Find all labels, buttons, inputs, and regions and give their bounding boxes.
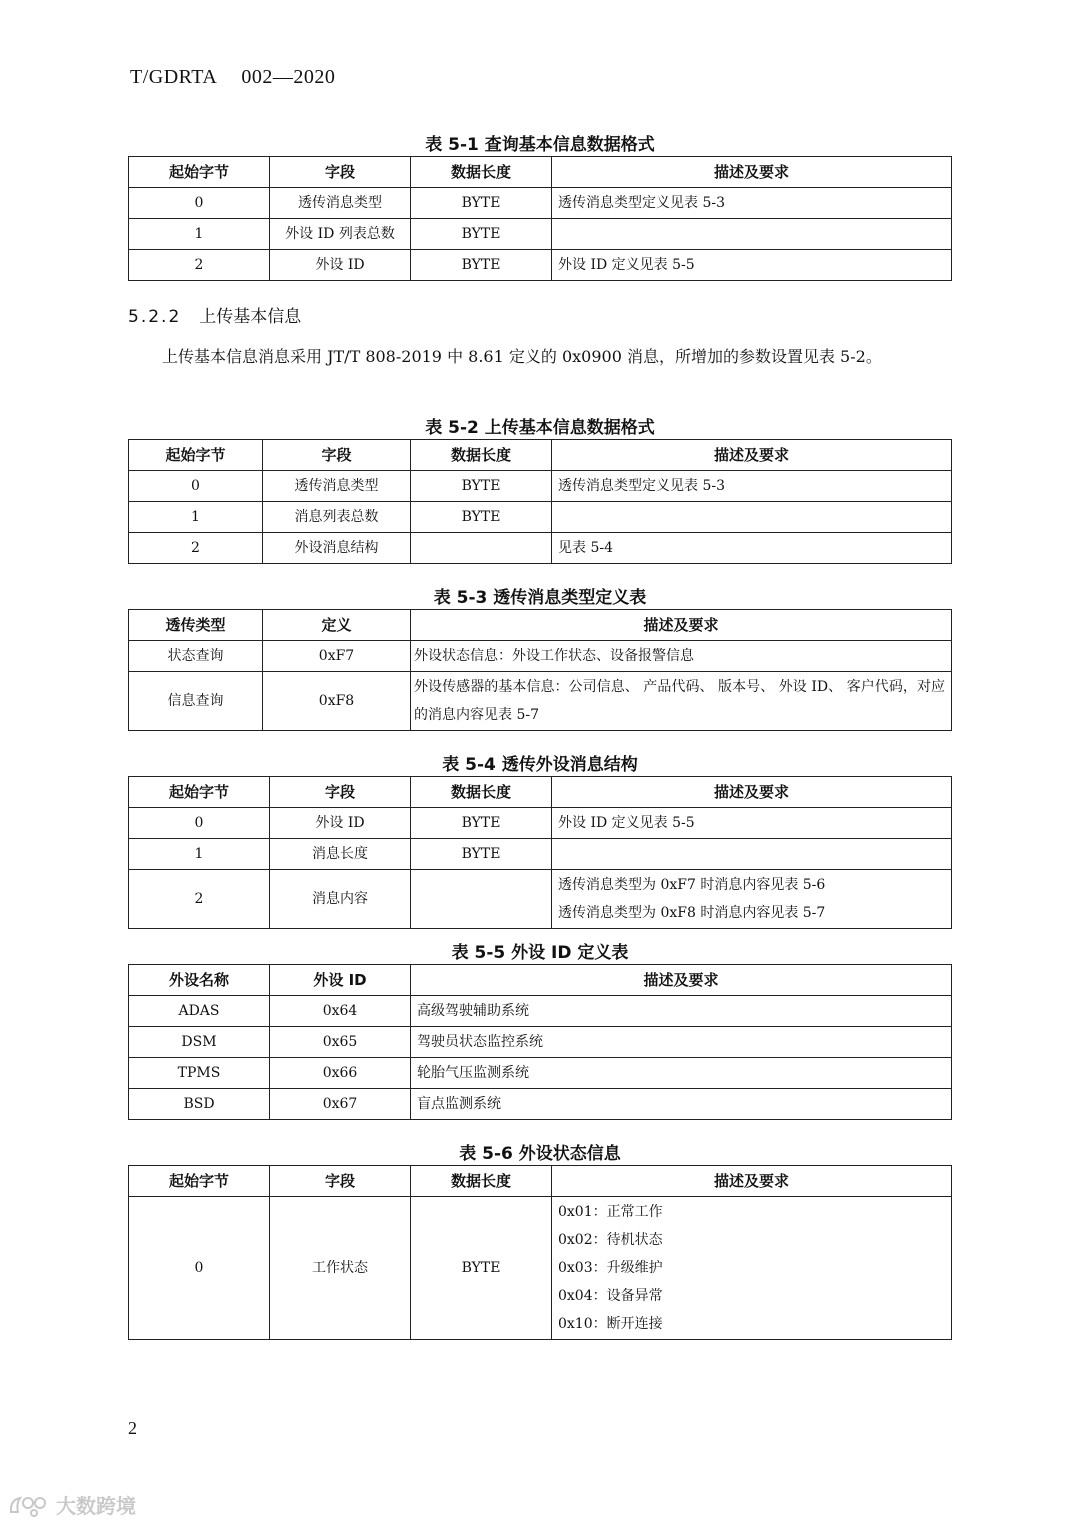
header-definition: 定义 bbox=[263, 610, 411, 641]
cell-description: 驾驶员状态监控系统 bbox=[411, 1027, 952, 1058]
cell-field: 外设 ID bbox=[270, 808, 411, 839]
table-row bbox=[129, 1197, 952, 1340]
cell-start-byte: 0 bbox=[129, 471, 263, 502]
cell-start-byte: 2 bbox=[129, 533, 263, 564]
header-description: 描述及要求 bbox=[552, 440, 952, 471]
cell-start-byte: 2 bbox=[129, 250, 270, 281]
header-start-byte: 起始字节 bbox=[129, 157, 270, 188]
table-5-6 bbox=[128, 1165, 952, 1340]
cell-data-length: BYTE bbox=[411, 188, 552, 219]
table-row bbox=[129, 870, 952, 929]
cell-pass-through-type: 信息查询 bbox=[129, 672, 263, 731]
table-5-3-caption: 表 5-3 透传消息类型定义表 bbox=[433, 588, 647, 608]
table-row bbox=[129, 839, 952, 870]
cell-description: 外设 ID 定义见表 5-5 bbox=[552, 250, 952, 281]
table-row bbox=[129, 996, 952, 1027]
header-start-byte: 起始字节 bbox=[129, 777, 270, 808]
watermark-logo-icon bbox=[8, 1492, 52, 1518]
cell-field: 消息内容 bbox=[270, 870, 411, 929]
watermark-text: 大数跨境 bbox=[56, 1494, 136, 1518]
cell-data-length: BYTE bbox=[411, 250, 552, 281]
cell-field: 消息长度 bbox=[270, 839, 411, 870]
cell-description: 外设状态信息：外设工作状态、设备报警信息 bbox=[411, 641, 952, 672]
header-field: 字段 bbox=[270, 1166, 411, 1197]
cell-description: 0x01：正常工作 0x02：待机状态 0x03：升级维护 0x04：设备异常 0x10：断开连接 bbox=[552, 1197, 952, 1340]
table-row bbox=[129, 1027, 952, 1058]
cell-data-length: BYTE bbox=[411, 1197, 552, 1340]
cell-field: 消息列表总数 bbox=[263, 502, 411, 533]
table-5-2 bbox=[128, 439, 952, 564]
cell-field: 工作状态 bbox=[270, 1197, 411, 1340]
table-5-5-caption: 表 5-5 外设 ID 定义表 bbox=[451, 943, 629, 963]
cell-start-byte: 1 bbox=[129, 219, 270, 250]
cell-data-length bbox=[411, 870, 552, 929]
cell-definition: 0xF8 bbox=[263, 672, 411, 731]
cell-peripheral-id: 0x64 bbox=[270, 996, 411, 1027]
header-field: 字段 bbox=[270, 157, 411, 188]
header-description: 描述及要求 bbox=[552, 777, 952, 808]
section-number: 5.2.2 bbox=[128, 307, 182, 327]
cell-field: 透传消息类型 bbox=[263, 471, 411, 502]
cell-description bbox=[552, 839, 952, 870]
header-data-length: 数据长度 bbox=[411, 777, 552, 808]
table-row bbox=[129, 808, 952, 839]
header-start-byte: 起始字节 bbox=[129, 440, 263, 471]
cell-data-length: BYTE bbox=[411, 219, 552, 250]
cell-description bbox=[552, 219, 952, 250]
table-5-2-caption: 表 5-2 上传基本信息数据格式 bbox=[425, 418, 655, 438]
cell-description: 透传消息类型为 0xF7 时消息内容见表 5-6 透传消息类型为 0xF8 时消息内容见表 5-7 bbox=[552, 870, 952, 929]
header-start-byte: 起始字节 bbox=[129, 1166, 270, 1197]
header-description: 描述及要求 bbox=[552, 1166, 952, 1197]
section-title: 上传基本信息 bbox=[199, 307, 302, 327]
section-paragraph: 上传基本信息消息采用 JT/T 808-2019 中 8.61 定义的 0x0900 消息，所增加的参数设置见表 5-2。 bbox=[162, 347, 882, 366]
header-data-length: 数据长度 bbox=[411, 440, 552, 471]
header-description: 描述及要求 bbox=[552, 157, 952, 188]
cell-description: 透传消息类型定义见表 5-3 bbox=[552, 471, 952, 502]
standard-code: T/GDRTA bbox=[130, 66, 218, 88]
table-header-row bbox=[129, 440, 952, 471]
header-peripheral-id: 外设 ID bbox=[270, 965, 411, 996]
cell-peripheral-name: TPMS bbox=[129, 1058, 270, 1089]
table-5-4 bbox=[128, 776, 952, 929]
header-peripheral-name: 外设名称 bbox=[129, 965, 270, 996]
cell-description: 盲点监测系统 bbox=[411, 1089, 952, 1120]
cell-peripheral-name: BSD bbox=[129, 1089, 270, 1120]
cell-description: 高级驾驶辅助系统 bbox=[411, 996, 952, 1027]
cell-field: 透传消息类型 bbox=[270, 188, 411, 219]
cell-start-byte: 1 bbox=[129, 502, 263, 533]
page-header bbox=[130, 66, 335, 89]
header-field: 字段 bbox=[263, 440, 411, 471]
cell-peripheral-name: DSM bbox=[129, 1027, 270, 1058]
header-data-length: 数据长度 bbox=[411, 157, 552, 188]
page-number: 2 bbox=[128, 1418, 137, 1438]
cell-peripheral-id: 0x66 bbox=[270, 1058, 411, 1089]
cell-data-length: BYTE bbox=[411, 502, 552, 533]
cell-field: 外设 ID bbox=[270, 250, 411, 281]
table-5-1 bbox=[128, 156, 952, 281]
table-header-row bbox=[129, 1166, 952, 1197]
table-row bbox=[129, 1058, 952, 1089]
table-5-6-caption: 表 5-6 外设状态信息 bbox=[459, 1144, 621, 1164]
cell-data-length: BYTE bbox=[411, 808, 552, 839]
header-description: 描述及要求 bbox=[411, 965, 952, 996]
cell-start-byte: 0 bbox=[129, 808, 270, 839]
cell-description: 外设 ID 定义见表 5-5 bbox=[552, 808, 952, 839]
table-5-4-caption: 表 5-4 透传外设消息结构 bbox=[442, 755, 638, 775]
cell-definition: 0xF7 bbox=[263, 641, 411, 672]
table-row bbox=[129, 672, 952, 731]
cell-description: 见表 5-4 bbox=[552, 533, 952, 564]
cell-start-byte: 2 bbox=[129, 870, 270, 929]
table-5-5 bbox=[128, 964, 952, 1120]
table-row bbox=[129, 533, 952, 564]
table-header-row bbox=[129, 777, 952, 808]
table-row bbox=[129, 219, 952, 250]
cell-description: 透传消息类型定义见表 5-3 bbox=[552, 188, 952, 219]
cell-pass-through-type: 状态查询 bbox=[129, 641, 263, 672]
table-row bbox=[129, 502, 952, 533]
cell-peripheral-name: ADAS bbox=[129, 996, 270, 1027]
watermark bbox=[8, 1490, 136, 1519]
cell-start-byte: 1 bbox=[129, 839, 270, 870]
header-field: 字段 bbox=[270, 777, 411, 808]
cell-peripheral-id: 0x67 bbox=[270, 1089, 411, 1120]
section-heading-5-2-2 bbox=[128, 302, 301, 327]
standard-number: 002—2020 bbox=[241, 66, 336, 88]
header-data-length: 数据长度 bbox=[411, 1166, 552, 1197]
cell-start-byte: 0 bbox=[129, 1197, 270, 1340]
table-header-row bbox=[129, 157, 952, 188]
table-header-row bbox=[129, 965, 952, 996]
table-5-1-caption: 表 5-1 查询基本信息数据格式 bbox=[425, 135, 655, 155]
cell-description: 外设传感器的基本信息：公司信息、 产品代码、 版本号、 外设 ID、 客户代码，对应的消息内容见表 5-7 bbox=[411, 672, 952, 731]
cell-field: 外设 ID 列表总数 bbox=[270, 219, 411, 250]
table-header-row bbox=[129, 610, 952, 641]
cell-start-byte: 0 bbox=[129, 188, 270, 219]
table-row bbox=[129, 1089, 952, 1120]
cell-description: 轮胎气压监测系统 bbox=[411, 1058, 952, 1089]
cell-data-length bbox=[411, 533, 552, 564]
table-row bbox=[129, 250, 952, 281]
header-description: 描述及要求 bbox=[411, 610, 952, 641]
table-5-3 bbox=[128, 609, 952, 731]
cell-data-length: BYTE bbox=[411, 839, 552, 870]
cell-field: 外设消息结构 bbox=[263, 533, 411, 564]
table-row bbox=[129, 471, 952, 502]
header-pass-through-type: 透传类型 bbox=[129, 610, 263, 641]
table-row bbox=[129, 641, 952, 672]
table-row bbox=[129, 188, 952, 219]
cell-peripheral-id: 0x65 bbox=[270, 1027, 411, 1058]
cell-data-length: BYTE bbox=[411, 471, 552, 502]
cell-description bbox=[552, 502, 952, 533]
